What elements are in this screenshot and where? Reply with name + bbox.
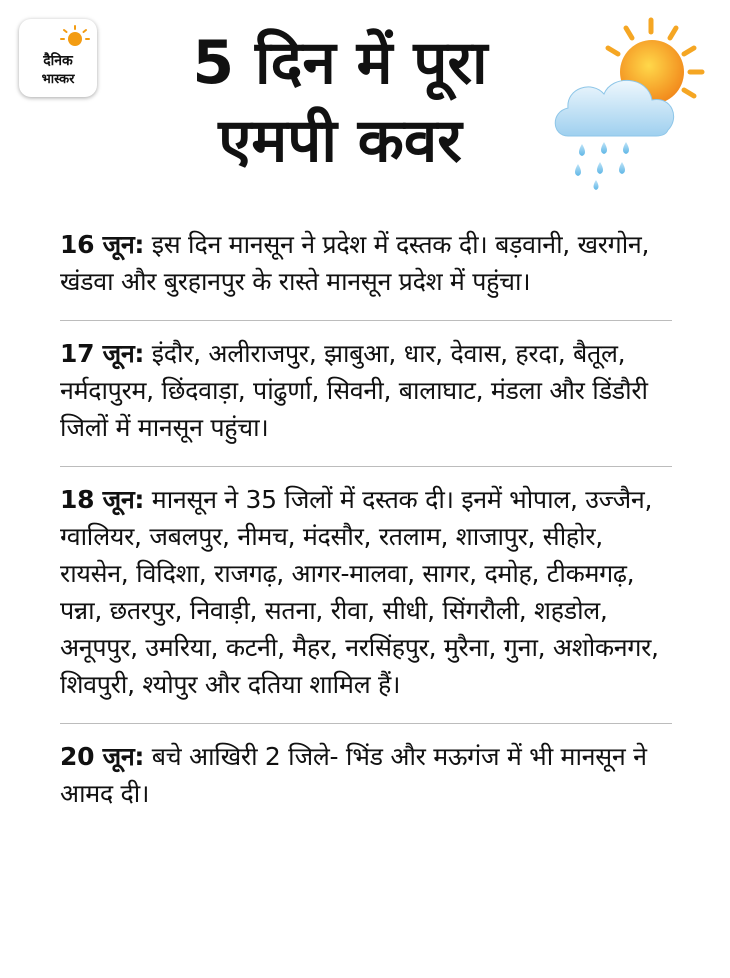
timeline-entry-16-june <box>60 226 672 321</box>
entry-date: 17 जून: <box>60 339 145 368</box>
title-line2: एमपी कवर <box>218 106 462 176</box>
logo-line2: भास्कर <box>41 72 75 87</box>
page-title <box>130 24 550 180</box>
dainik-bhaskar-logo <box>19 19 97 97</box>
entry-text: मानसून ने 35 जिलों में दस्तक दी। इनमें भोपाल, उज्जैन, ग्वालियर, जबलपुर, नीमच, मंदसौर, रतलाम, शाजापुर, सीहोर, रायसेन, विदिशा, राजगढ़, आगर-मालवा, सागर, दमोह, टीकमगढ़, पन्ना, छतरपुर, निवाड़ी, सतना, रीवा, सीधी, सिंगरौली, शहडोल, अनूपपुर, उमरिया, कटनी, मैहर, नरसिंहपुर, मुरैना, गुना, अशोकनगर, शिवपुरी, श्योपुर और दतिया शामिल हैं। <box>60 485 659 699</box>
timeline-entry-18-june <box>60 481 672 724</box>
timeline-entry-20-june <box>60 738 672 832</box>
entry-text: इंदौर, अलीराजपुर, झाबुआ, धार, देवास, हरदा, बैतूल, नर्मदापुरम, छिंदवाड़ा, पांढुर्णा, सिवनी, बालाघाट, मंडला और डिंडौरी जिलों में मानसून पहुंचा। <box>60 339 648 442</box>
sun-logo-icon <box>19 19 97 97</box>
sun-cloud-rain-icon <box>548 14 710 194</box>
logo-line1: दैनिक <box>43 53 73 69</box>
entry-date: 16 जून: <box>60 230 145 259</box>
entry-date: 20 जून: <box>60 742 145 771</box>
timeline-entry-17-june <box>60 335 672 467</box>
monsoon-timeline <box>60 226 672 846</box>
title-line1: 5 दिन में पूरा <box>192 28 488 98</box>
entry-text: इस दिन मानसून ने प्रदेश में दस्तक दी। बड़वानी, खरगोन, खंडवा और बुरहानपुर के रास्ते मानसून प्रदेश में पहुंचा। <box>60 230 650 296</box>
entry-date: 18 जून: <box>60 485 145 514</box>
entry-text: बचे आखिरी 2 जिले- भिंड और मऊगंज में भी मानसून ने आमद दी। <box>60 742 647 808</box>
